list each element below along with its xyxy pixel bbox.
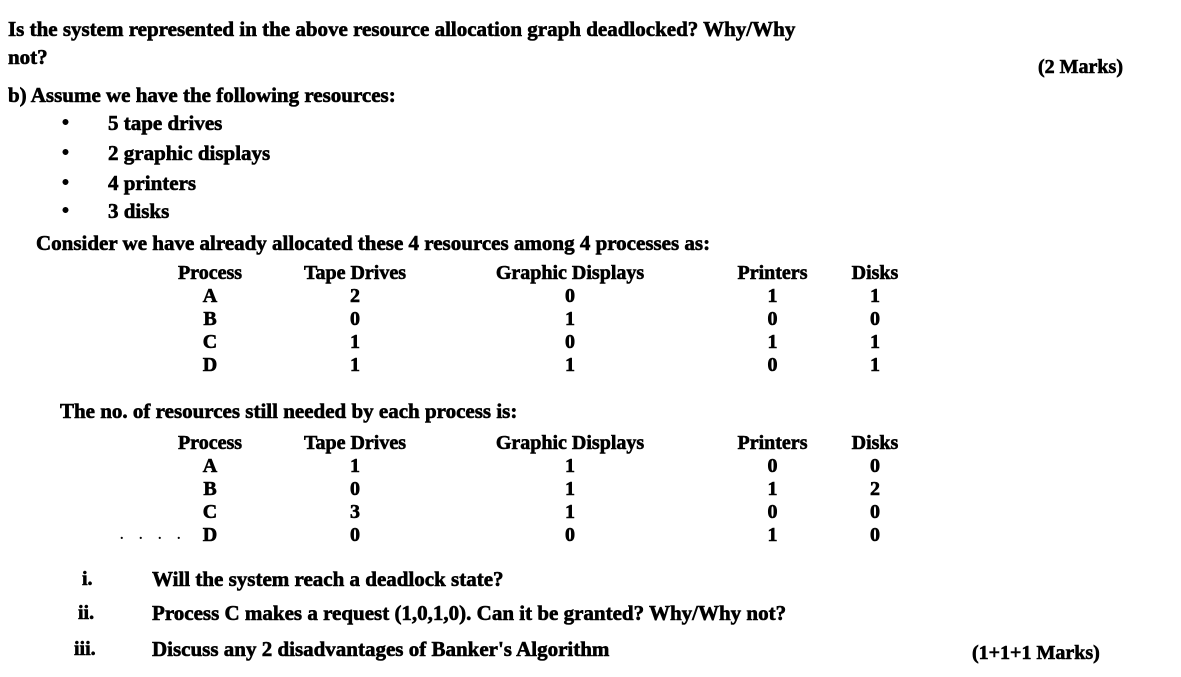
table-cell: C — [202, 501, 218, 523]
header-disks: Disks — [851, 262, 899, 284]
table-cell: 0 — [565, 524, 575, 546]
resource-item: 2 graphic displays — [108, 141, 271, 165]
resource-item: 3 disks — [108, 199, 170, 223]
sub-question-text: Process C makes a request (1,0,1,0). Can it be granted? Why/Why not? — [152, 601, 787, 625]
table-row — [140, 331, 915, 354]
table-cell: B — [203, 478, 217, 500]
header-printers: Printers — [737, 262, 808, 284]
table-cell: A — [202, 285, 218, 307]
table-row — [140, 478, 915, 501]
table-cell: 2 — [350, 285, 360, 307]
header-graphic-displays: Graphic Displays — [495, 262, 645, 284]
table-cell: 1 — [870, 354, 880, 376]
allocated-table — [140, 262, 915, 377]
table-cell: 1 — [350, 455, 360, 477]
table-cell: D — [202, 524, 218, 546]
stray-marks: . . . . — [120, 528, 187, 543]
question-b-intro: b) Assume we have the following resources: — [8, 83, 396, 107]
sub-question-text: Will the system reach a deadlock state? — [152, 567, 504, 591]
resource-item: 4 printers — [108, 171, 197, 195]
table-cell: 0 — [870, 524, 880, 546]
table-header-row — [140, 432, 915, 455]
needed-intro: The no. of resources still needed by each process is: — [60, 399, 518, 423]
table-cell: 0 — [767, 308, 778, 330]
table-cell: 0 — [565, 331, 575, 353]
table-row — [140, 308, 915, 331]
table-cell: 2 — [870, 478, 880, 500]
table-cell: 1 — [870, 285, 880, 307]
table-cell: 1 — [350, 354, 360, 376]
table-cell: 0 — [767, 455, 778, 477]
table-cell: 1 — [870, 331, 880, 353]
table-cell: 1 — [767, 285, 778, 307]
sub-question-text: Discuss any 2 disadvantages of Banker's Algorithm — [152, 637, 610, 661]
table-cell: 0 — [350, 524, 360, 546]
header-tape-drives: Tape Drives — [303, 262, 407, 284]
table-cell: 0 — [565, 285, 575, 307]
header-graphic-displays: Graphic Displays — [495, 432, 645, 454]
table-cell: 1 — [767, 331, 778, 353]
table-row — [140, 524, 915, 547]
table-cell: 1 — [565, 455, 575, 477]
table-cell: 3 — [350, 501, 360, 523]
bullet-icon: • — [62, 200, 70, 222]
table-row — [140, 285, 915, 308]
table-cell: 1 — [565, 478, 575, 500]
table-cell: 0 — [350, 478, 360, 500]
table-cell: 1 — [565, 354, 575, 376]
question-a-line-1: Is the system represented in the above resource allocation graph deadlocked? Why/Why — [8, 17, 796, 41]
table-cell: 0 — [870, 501, 880, 523]
resource-item: 5 tape drives — [108, 111, 223, 135]
header-process: Process — [177, 262, 243, 284]
header-tape-drives: Tape Drives — [303, 432, 407, 454]
bullet-icon: • — [62, 112, 70, 134]
allocated-intro: Consider we have already allocated these 4 resources among 4 processes as: — [36, 231, 711, 255]
table-cell: C — [202, 331, 218, 353]
table-row — [140, 354, 915, 377]
table-cell: 1 — [565, 501, 575, 523]
table-header-row — [140, 262, 915, 285]
table-cell: 1 — [767, 524, 778, 546]
bullet-icon: • — [62, 142, 70, 164]
header-process: Process — [177, 432, 243, 454]
header-disks: Disks — [851, 432, 899, 454]
table-cell: A — [202, 455, 218, 477]
table-cell: 0 — [767, 354, 778, 376]
needed-table — [140, 432, 915, 547]
table-cell: 1 — [565, 308, 575, 330]
table-cell: 0 — [870, 455, 880, 477]
table-cell: 0 — [870, 308, 880, 330]
question-a-line-2: not? — [8, 45, 48, 69]
sub-question-number: ii. — [78, 602, 95, 624]
table-cell: D — [202, 354, 218, 376]
sub-question-number: i. — [82, 568, 93, 590]
table-cell: 1 — [767, 478, 778, 500]
question-a-marks: (2 Marks) — [1038, 56, 1123, 78]
bullet-icon: • — [62, 172, 70, 194]
table-cell: B — [203, 308, 217, 330]
sub-question-number: iii. — [74, 638, 96, 660]
table-cell: 0 — [350, 308, 360, 330]
table-row — [140, 455, 915, 478]
table-row — [140, 501, 915, 524]
question-b-marks: (1+1+1 Marks) — [972, 642, 1100, 664]
table-cell: 1 — [350, 331, 360, 353]
table-cell: 0 — [767, 501, 778, 523]
header-printers: Printers — [737, 432, 808, 454]
